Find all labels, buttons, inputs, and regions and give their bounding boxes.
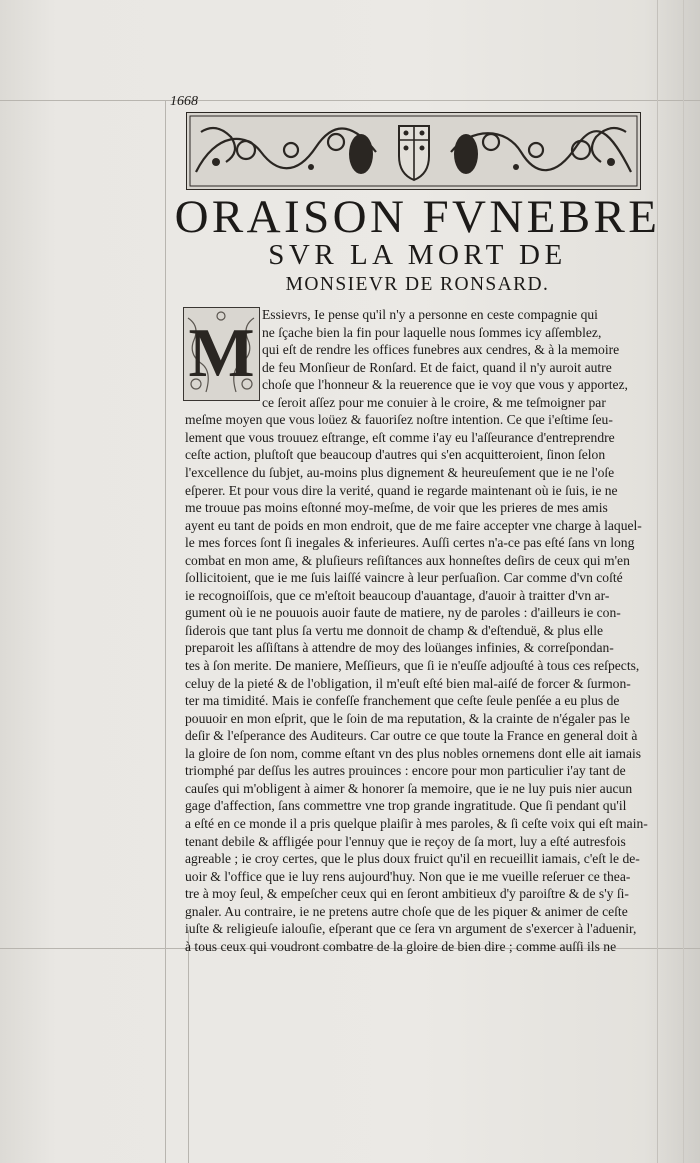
body-line: iuſte & religieuſe ialouſie, eſperant que ce ſera vn argument de s'exercer à l'aduenir, xyxy=(185,921,637,937)
body-line: ne ſçache bien la fin pour laquelle nous ſommes icy aſſemblez, xyxy=(262,324,602,340)
page-number: 1668 xyxy=(170,94,198,109)
body-line: tenant debile & affligée pour l'ennuy que ie reçoy de ſa mort, luy a eſté autresfois xyxy=(185,833,626,849)
body-line: ceſte action, pluſtoſt que beaucoup d'autres qui s'en acquitteroient, ſinon ſelon xyxy=(185,447,606,463)
body-line: Essievrs, Ie pense qu'il n'y a personne en ceste compagnie qui xyxy=(262,307,598,322)
body-line: combat en mon ame, & pluſieurs reſiſtances aux honneſtes deſirs de ceux qui m'en xyxy=(185,552,630,568)
body-line: ayent eu tant de poids en mon endroit, que de me faire accepter vne charge à laquel- xyxy=(185,517,642,533)
title-line-3: MONSIEVR DE RONSARD. xyxy=(285,274,550,295)
drop-cap-letter: M xyxy=(188,315,255,392)
body-line: uoir & l'office que ie luy rens aujourd'huy. Non que ie me vueille reſeruer ce thea- xyxy=(185,868,631,884)
body-line: ſollicitoient, que ie me ſuis laiſſé vaincre à leur perſuaſion. Car comme d'vn coſté xyxy=(185,570,623,586)
drop-cap xyxy=(183,307,260,401)
body-line: pouuoir en mon eſprit, que le ſoin de ma reputation, & la crainte de n'égaler pas le xyxy=(185,710,630,726)
body-line: gument où ie ne pouuois auoir faute de matiere, ny de paroles : d'ailleurs ie con- xyxy=(185,605,621,621)
body-line: triomphé par deſſus les autres prouinces : encore pour mon particulier i'ay tant de xyxy=(185,763,626,779)
body-line: tes à ſon merite. De maniere, Meſſieurs, que ſi ie n'euſſe adjouſté à tous ces reſpects, xyxy=(185,658,640,673)
body-line: qui eſt de rendre les offices funebres aux cendres, & à la memoire xyxy=(262,342,620,358)
body-line: cauſes qui m'obligent à aimer & honorer ſa memoire, que ie ne luy puis nier aucun xyxy=(185,780,633,796)
top-rule xyxy=(0,100,700,101)
body-line: agreable ; ie croy certes, que le plus doux fruict qu'il en recueillit iamais, c'eſt le de- xyxy=(185,851,640,867)
body-line: tre à moy ſeul, & empeſcher ceux qui en ſeront ambitieux d'y paroiſtre & de s'y ſi- xyxy=(185,886,629,902)
body-line: le mes forces ſont ſi inegales & inferieures. Auſſi certes n'a-ce pas eſté ſans vn long xyxy=(185,535,635,551)
title-line-2: SVR LA MORT DE xyxy=(268,239,567,271)
inner-margin-rule xyxy=(188,930,189,1163)
body-line: lement que vous trouuez eſtrange, eſt comme i'ay eu l'aſſeurance d'entreprendre xyxy=(185,429,615,445)
page-edge-rule xyxy=(683,0,684,1163)
body-line: me trouue pas moins eſtonné moy-meſme, de voir que les prieres de mes amis xyxy=(185,500,608,516)
body-line: ie recognoiſſois, que ce m'eſtoit beaucoup d'auantage, d'auoir à traitter d'vn ar- xyxy=(185,587,610,603)
body-line: ce ſeroit aſſez pour me conuier à le croire, & me teſmoigner par xyxy=(262,394,606,410)
left-margin-rule xyxy=(165,100,166,1163)
title-line-1: ORAISON FVNEBRE xyxy=(174,191,661,243)
body-line: l'excellence du ſubjet, au-moins plus dignement & heureuſement que ie ne l'oſe xyxy=(185,464,615,480)
body-line: ſiderois que tant plus ſa vertu me donnoit de champ & d'eſtenduë, & plus elle xyxy=(185,622,604,638)
body-line: gnaler. Au contraire, ie ne pretens autre choſe que de les piquer & animer de ceſte xyxy=(185,903,628,919)
body-line: la gloire de ſon nom, comme eſtant vn des plus nobles ornemens dont elle ait iamais xyxy=(185,745,642,761)
headpiece-ornament-icon xyxy=(186,112,641,190)
body-line: celuy de la pieté & de l'obligation, il m'euſt eſté bien mal-aiſé de forcer & ſurmon- xyxy=(185,675,631,691)
body-line: gage d'affection, ſans commettre vne trop grande ingratitude. Que ſi pendant qu'il xyxy=(185,798,627,814)
body-line: choſe que l'honneur & la reuerence que ie voy que vous y apportez, xyxy=(262,377,628,393)
body-line: à tous ceux qui voudront combatre de la gloire de bien dire ; comme auſſi ils ne xyxy=(185,938,617,954)
body-line: de feu Monſieur de Ronſard. Et de faict, quand il n'y auroit autre xyxy=(262,359,612,375)
body-line: deſir & l'eſperance des Auditeurs. Car outre ce que toute la France en general doit à xyxy=(185,728,638,744)
body-line: a eſté en ce monde il a pris quelque plaiſir à mes paroles, & ſi ceſte voix qui eſt main- xyxy=(185,815,648,831)
body-line: meſme moyen que vous loüez & fauoriſez noſtre intention. Ce que i'eſtime ſeu- xyxy=(185,412,613,428)
body-line: preparoit les aſſiſtans à attendre de moy des loüanges infinies, & correſpondan- xyxy=(185,640,614,656)
body-line: eſperer. Et pour vous dire la verité, quand ie regarde maintenant où ie ſuis, ie ne xyxy=(185,482,618,498)
body-line: ter ma timidité. Mais ie confeſſe franchement que ceſte ſeule penſée a eu plus de xyxy=(185,693,620,709)
